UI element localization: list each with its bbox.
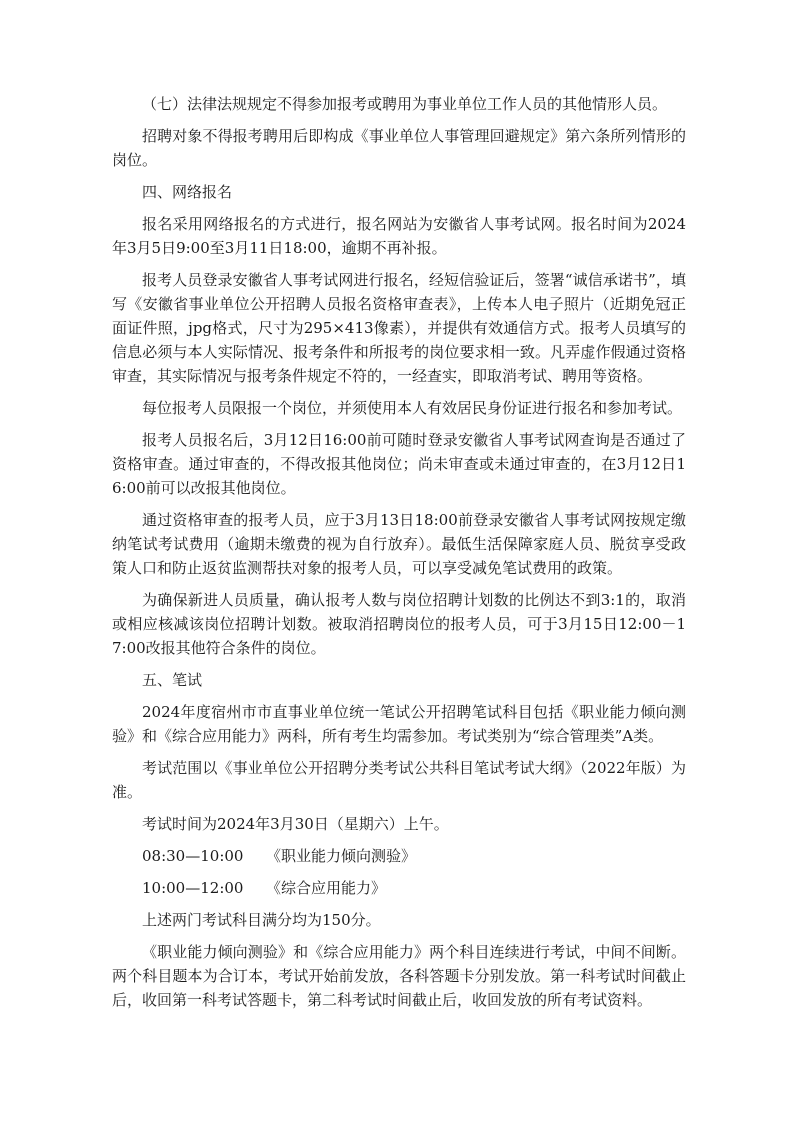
schedule-subject: 《职业能力倾向测验》 xyxy=(266,847,417,865)
paragraph-exam-fee: 通过资格审查的报考人员，应于3月13日18:00前登录安徽省人事考试网按规定缴纳笔试考试费用（逾期未缴费的视为自行放弃）。最低生活保障家庭人员、脱贫享受政策人口和防止返贫监测帮扶对象的报考人员，可以享受减免笔试费用的政策。 xyxy=(112,511,686,577)
paragraph-registration-method: 报名采用网络报名的方式进行，报名网站为安徽省人事考试网。报名时间为2024年3月5日9:00至3月11日18:00，逾期不再补报。 xyxy=(112,215,686,257)
paragraph-exam-date: 考试时间为2024年3月30日（星期六）上午。 xyxy=(142,815,449,833)
exam-schedule-row xyxy=(112,876,686,900)
paragraph-one-position-limit: 每位报考人员限报一个岗位，并须使用本人有效居民身份证进行报名和参加考试。 xyxy=(142,399,683,417)
paragraph-exam-scope: 考试范围以《事业单位公开招聘分类考试公共科目笔试考试大纲》（2022年版）为准。 xyxy=(112,759,686,801)
paragraph-qualification-check: 报考人员报名后，3月12日16:00前可随时登录安徽省人事考试网查询是否通过了资格审查。通过审查的，不得改报其他岗位；尚未审查或未通过审查的，在3月12日16:00前可以改报其他岗位。 xyxy=(112,431,686,497)
section-heading-written-exam: 五、笔试 xyxy=(142,671,203,689)
paragraph-full-score: 上述两门考试科目满分均为150分。 xyxy=(142,911,381,929)
paragraph-registration-process: 报考人员登录安徽省人事考试网进行报名，经短信验证后，签署“诚信承诺书”，填写《安徽省事业单位公开招聘人员报名资格审查表》，上传本人电子照片（近期免冠正面证件照，jpg格式，尺寸为295×413像素），并提供有效通信方式。报考人员填写的信息必须与本人实际情况、报考条件和所报考的岗位要求相一致。凡弄虚作假通过资格审查，其实际情况与报考条件规定不符的，一经查实，即取消考试、聘用等资格。 xyxy=(112,271,686,385)
paragraph-avoidance-rule: 招聘对象不得报考聘用后即构成《事业单位人事管理回避规定》第六条所列情形的岗位。 xyxy=(112,127,686,169)
schedule-time: 10:00—12:00 xyxy=(142,879,244,897)
paragraph-exam-subjects: 2024年度宿州市市直事业单位统一笔试公开招聘笔试科目包括《职业能力倾向测验》和《综合应用能力》两科，所有考生均需参加。考试类别为“综合管理类”A类。 xyxy=(112,703,686,745)
paragraph-exam-procedure: 《职业能力倾向测验》和《综合应用能力》两个科目连续进行考试，中间不间断。两个科目题本为合订本，考试开始前发放，各科答题卡分别发放。第一科考试时间截止后，收回第一科考试答题卡，第二科考试时间截止后，收回发放的所有考试资料。 xyxy=(112,943,686,1009)
paragraph-other-circumstances: （七）法律法规规定不得参加报考或聘用为事业单位工作人员的其他情形人员。 xyxy=(142,95,668,113)
document-body xyxy=(112,92,686,1020)
schedule-subject: 《综合应用能力》 xyxy=(266,879,387,897)
section-heading-online-registration: 四、网络报名 xyxy=(142,183,233,201)
exam-schedule-row xyxy=(112,844,686,868)
schedule-time: 08:30—10:00 xyxy=(142,847,244,865)
paragraph-ratio-rule: 为确保新进人员质量，确认报考人数与岗位招聘计划数的比例达不到3:1的，取消或相应核减该岗位招聘计划数。被取消招聘岗位的报考人员，可于3月15日12:00－17:00改报其他符合条件的岗位。 xyxy=(112,591,686,657)
